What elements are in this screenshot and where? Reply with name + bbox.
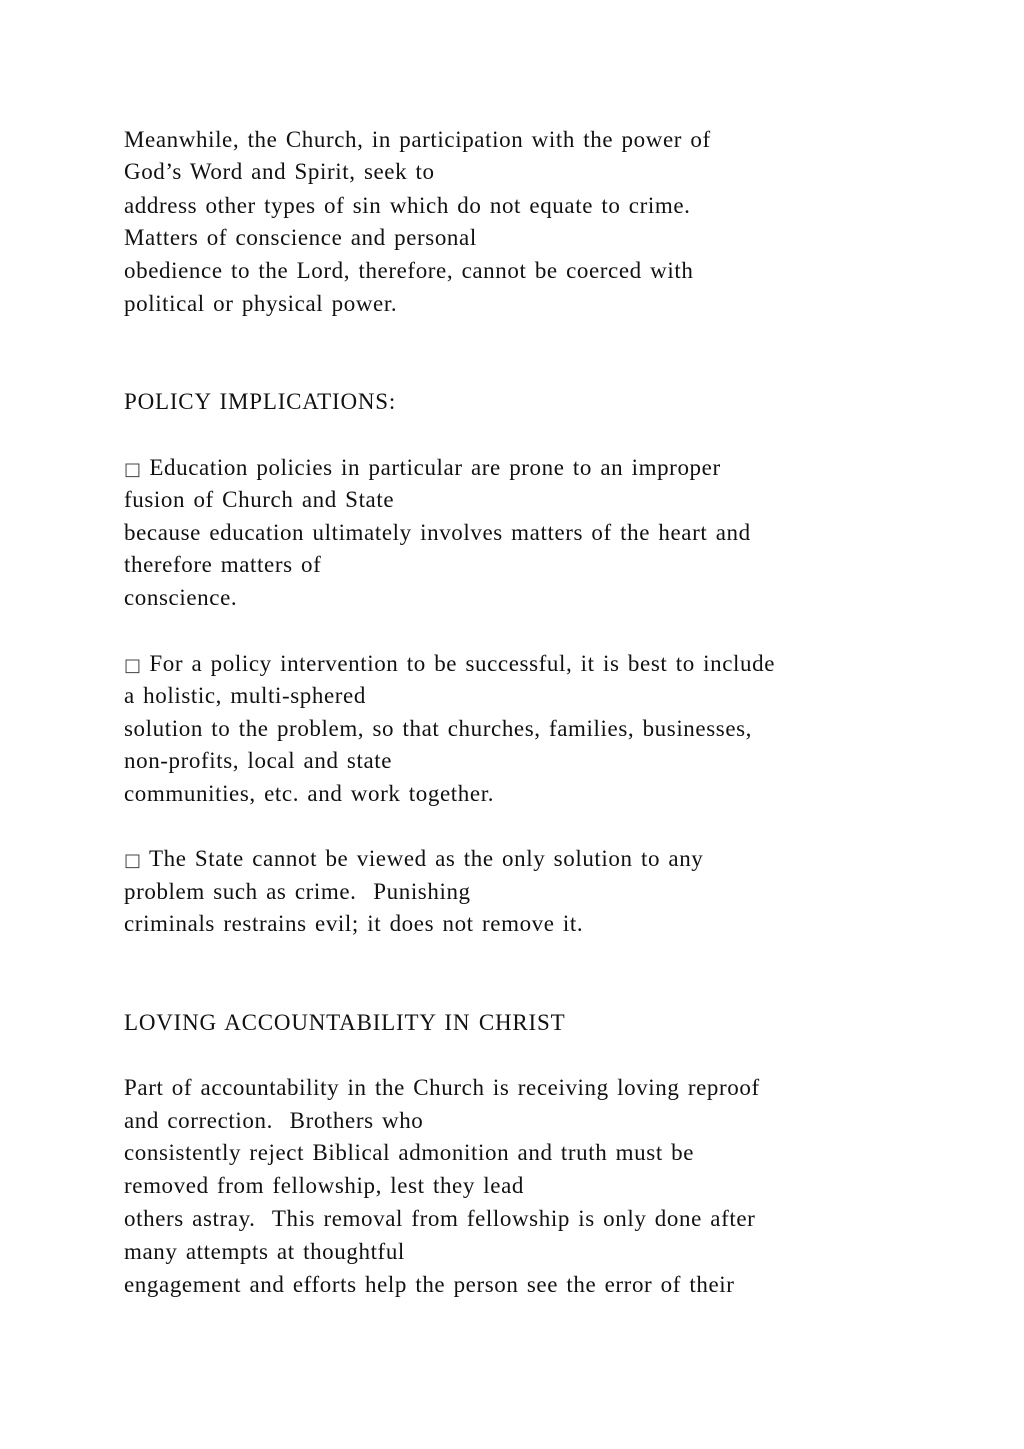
bullet-line: problem such as crime. Punishing: [124, 879, 471, 904]
accountability-line: removed from fellowship, lest they lead: [124, 1173, 525, 1198]
bullet-line: solution to the problem, so that churches, families, businesses,: [124, 716, 753, 741]
bullet-box-icon: □: [124, 655, 142, 676]
bullet-line: communities, etc. and work together.: [124, 781, 495, 806]
accountability-line: Part of accountability in the Church is receiving loving reproof: [124, 1075, 760, 1100]
bullet-line: [124, 847, 703, 870]
bullet-line: criminals restrains evil; it does not remove it.: [124, 911, 584, 936]
intro-line: Matters of conscience and personal: [124, 225, 477, 250]
bullet-text: Education policies in particular are prone to an improper: [149, 455, 721, 480]
intro-line: political or physical power.: [124, 291, 398, 316]
intro-line: address other types of sin which do not equate to crime.: [124, 193, 691, 218]
accountability-line: many attempts at thoughtful: [124, 1239, 405, 1264]
bullet-box-icon: □: [124, 850, 142, 871]
intro-line: God’s Word and Spirit, seek to: [124, 159, 435, 184]
intro-line: obedience to the Lord, therefore, cannot be coerced with: [124, 258, 694, 283]
policy-heading: POLICY IMPLICATIONS:: [124, 389, 397, 414]
bullet-line: non-profits, local and state: [124, 748, 393, 773]
bullet-line: conscience.: [124, 585, 238, 610]
bullet-line: a holistic, multi-sphered: [124, 683, 366, 708]
bullet-line: therefore matters of: [124, 552, 322, 577]
bullet-line: fusion of Church and State: [124, 487, 395, 512]
bullet-line: [124, 456, 721, 479]
intro-line: Meanwhile, the Church, in participation with the power of: [124, 127, 711, 152]
bullet-text: The State cannot be viewed as the only solution to any: [148, 846, 704, 871]
bullet-text: For a policy intervention to be successful, it is best to include: [149, 651, 776, 676]
bullet-line: because education ultimately involves matters of the heart and: [124, 520, 751, 545]
accountability-line: engagement and efforts help the person see the error of their: [124, 1272, 735, 1297]
accountability-line: others astray. This removal from fellowship is only done after: [124, 1206, 756, 1231]
bullet-line: [124, 652, 775, 675]
bullet-box-icon: □: [124, 459, 142, 480]
accountability-line: consistently reject Biblical admonition and truth must be: [124, 1140, 695, 1165]
accountability-line: and correction. Brothers who: [124, 1108, 424, 1133]
accountability-heading: LOVING ACCOUNTABILITY IN CHRIST: [124, 1010, 566, 1035]
